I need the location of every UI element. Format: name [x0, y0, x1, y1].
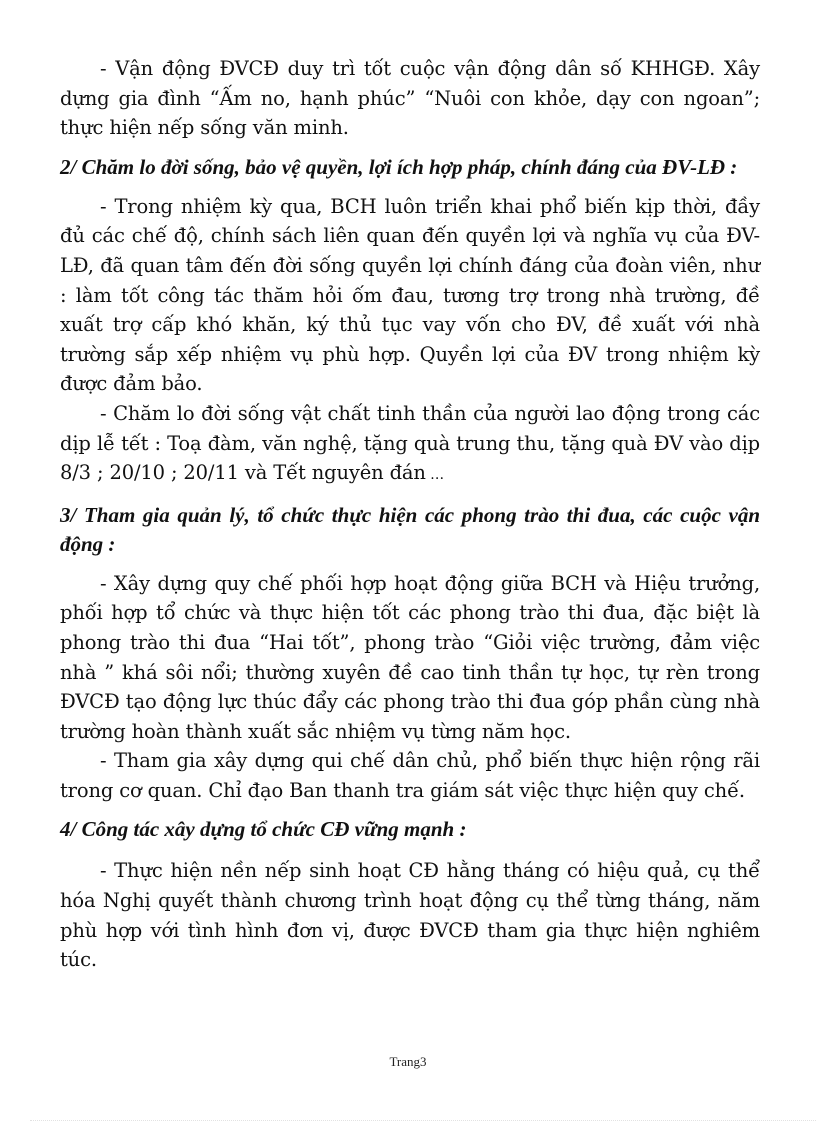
section-4-paragraph-1: - Thực hiện nền nếp sinh hoạt CĐ hằng tháng có hiệu quả, cụ thể hóa Nghị quyết thành chương trình hoạt động cụ thể từng tháng, năm phù hợp với tình hình đơn vị, được ĐVCĐ tham gia thực hiện nghiêm túc. — [60, 859, 760, 972]
section-2-paragraph-2 — [60, 399, 760, 491]
section-2-heading: 2/ Chăm lo đời sống, bảo vệ quyền, lợi ích hợp pháp, chính đáng của ĐV-LĐ : — [60, 154, 738, 179]
section-2-paragraph-1: - Trong nhiệm kỳ qua, BCH luôn triển khai phổ biến kịp thời, đầy đủ các chế độ, chính sách liên quan đến quyền lợi và nghĩa vụ của ĐV-LĐ, đã quan tâm đến đời sống quyền lợi chính đáng của đoàn viên, như : làm tốt công tác thăm hỏi ốm đau, tương trợ trong nhà trường, đề xuất trợ cấp khó khăn, ký thủ tục vay vốn cho ĐV, đề xuất với nhà trường sắp xếp nhiệm vụ phù hợp. Quyền lợi của ĐV trong nhiệm kỳ được đảm bảo. — [60, 194, 760, 396]
paragraph-dan-so: - Vận động ĐVCĐ duy trì tốt cuộc vận động dân số KHHGĐ. Xây dựng gia đình “Ấm no, hạnh phúc” “Nuôi con khỏe, dạy con ngoan”; thực hiện nếp sống văn minh. — [60, 57, 760, 140]
section-4-heading: 4/ Công tác xây dựng tổ chức CĐ vững mạnh : — [60, 817, 467, 842]
page-divider — [30, 1120, 816, 1121]
section-3-heading: 3/ Tham gia quản lý, tổ chức thực hiện các phong trào thi đua, các cuộc vận động : — [60, 502, 760, 556]
ellipsis: … — [425, 467, 444, 484]
page-content — [60, 54, 760, 975]
section-3-paragraph-2: - Tham gia xây dựng qui chế dân chủ, phổ biến thực hiện rộng rãi trong cơ quan. Chỉ đạo Ban thanh tra giám sát việc thực hiện quy chế. — [60, 749, 760, 802]
page-number: Trang3 — [389, 1054, 427, 1069]
section-2-paragraph-2-text: - Chăm lo đời sống vật chất tinh thần của người lao động trong các dịp lễ tết : Toạ đàm, văn nghệ, tặng quà trung thu, tặng quà ĐV vào dịp 8/3 ; 20/10 ; 20/11 và Tết nguyên đán — [60, 401, 760, 485]
section-3-paragraph-1: - Xây dựng quy chế phối hợp hoạt động giữa BCH và Hiệu trưởng, phối hợp tổ chức và thực hiện tốt các phong trào thi đua, đặc biệt là phong trào thi đua “Hai tốt”, phong trào “Giỏi việc trường, đảm việc nhà ” khá sôi nổi; thường xuyên đề cao tinh thần tự học, tự rèn trong ĐVCĐ tạo động lực thúc đẩy các phong trào thi đua góp phần cùng nhà trường hoàn thành xuất sắc nhiệm vụ từng năm học. — [60, 571, 760, 743]
